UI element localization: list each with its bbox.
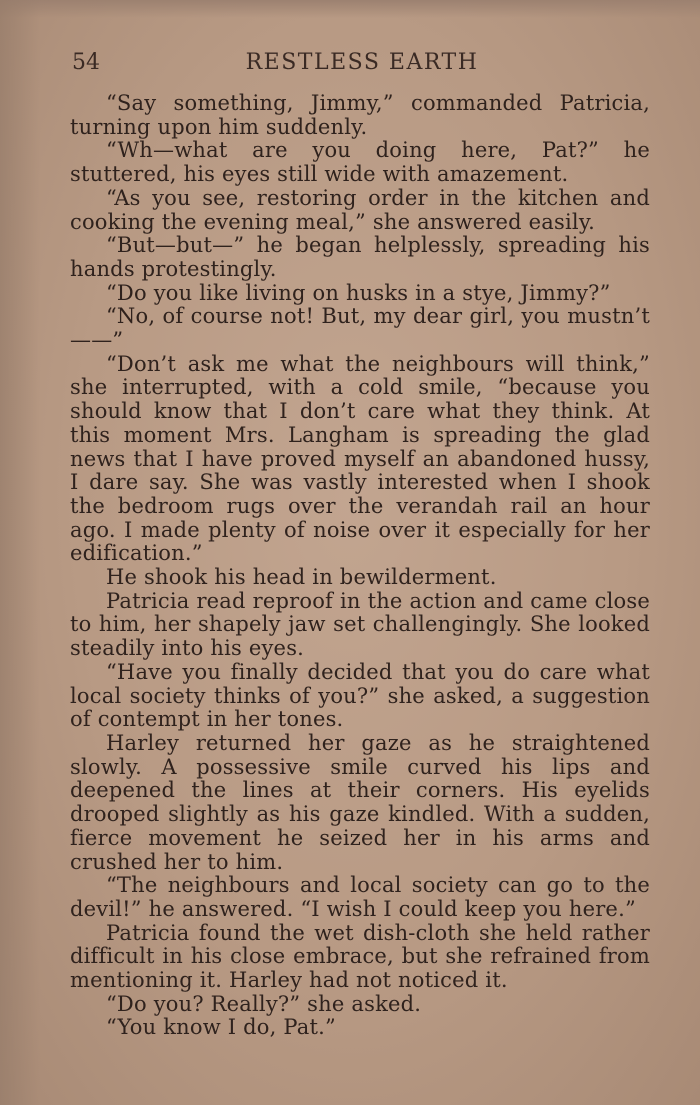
paragraph: “Do you? Really?” she asked. [106,991,422,1016]
paragraph: “Do you like living on husks in a stye, Jimmy?” [106,280,611,305]
body-text [70,92,650,1040]
paragraph: He shook his head in bewilderment. [106,565,497,590]
paragraph: “But—but—” he began helplessly, spreading his hands protestingly. [70,233,650,281]
paragraph: Patricia found the wet dish-cloth she held rather difficult in his close embrace, but she refrained from mentioning it. Harley had not noticed it. [70,920,650,993]
paragraph: “You know I do, Pat.” [106,1015,336,1040]
paragraph: Harley returned her gaze as he straightened slowly. A possessive smile curved his lips and deepened the lines at their corners. His eyelids drooped slightly as his gaze kindled. With a sudden, fierce movement he seized her in his arms and crushed her to him. [70,730,650,874]
paragraph: “No, of course not! But, my dear girl, you mustn’t——” [70,304,650,353]
page-number: 54 [72,50,100,75]
paragraph: “Wh—what are you doing here, Pat?” he stuttered, his eyes still wide with amazement. [70,138,650,187]
page-header [72,50,652,84]
paragraph: “Have you finally decided that you do care what local society thinks of you?” she asked, a suggestion of contempt in her tones. [70,659,650,732]
page-edge-shadow-top [0,0,700,18]
page-edge-shadow-left [0,0,40,1105]
running-head: RESTLESS EARTH [245,50,479,75]
paragraph: “The neighbours and local society can go to the devil!” he answered. “I wish I could keep you here.” [70,873,650,921]
paragraph: “Say something, Jimmy,” commanded Patricia, turning upon him suddenly. [70,91,650,139]
paragraph: “As you see, restoring order in the kitchen and cooking the evening meal,” she answered easily. [70,185,650,234]
paragraph: Patricia read reproof in the action and came close to him, her shapely jaw set challengingly. She looked steadily into his eyes. [70,588,650,661]
paragraph: “Don’t ask me what the neighbours will think,” she interrupted, with a cold smile, “because you should know that I don’t care what they think. At this moment Mrs. Langham is spreading the glad news that I have proved myself an abandoned hussy, I dare say. She was vastly interested when I shook the bedroom rugs over the verandah rail an hour ago. I made plenty of noise over it especially for her edification.” [70,351,650,566]
